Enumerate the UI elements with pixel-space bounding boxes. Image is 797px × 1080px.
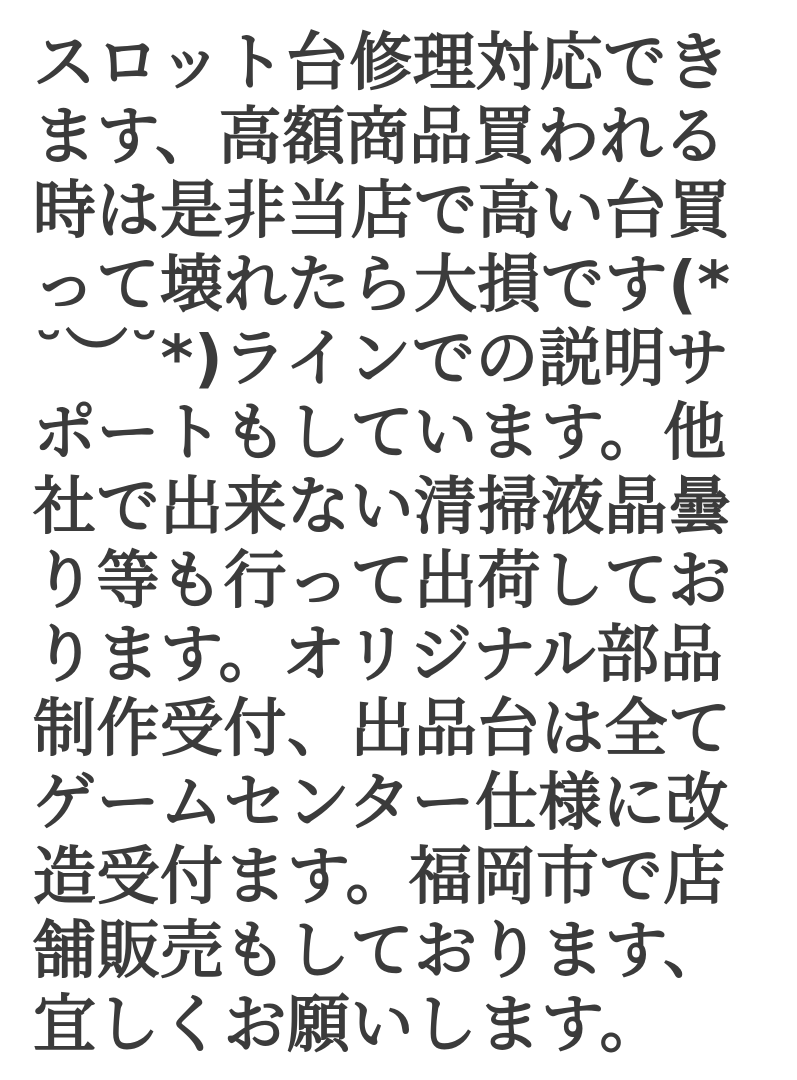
document-body-text: スロット台修理対応できます、高額商品買われる時は是非当店で高い台買って壊れたら大損です(*˘︶˘*)ラインでの説明サポートもしています。他社で出来ない清掃液晶曇り等も行って出荷しております。オリジナル部品制作受付、出品台は全てゲームセンター仕様に改造受付ます。福岡市で店舗販売もしております、宜しくお願いします。 [33, 26, 732, 1062]
